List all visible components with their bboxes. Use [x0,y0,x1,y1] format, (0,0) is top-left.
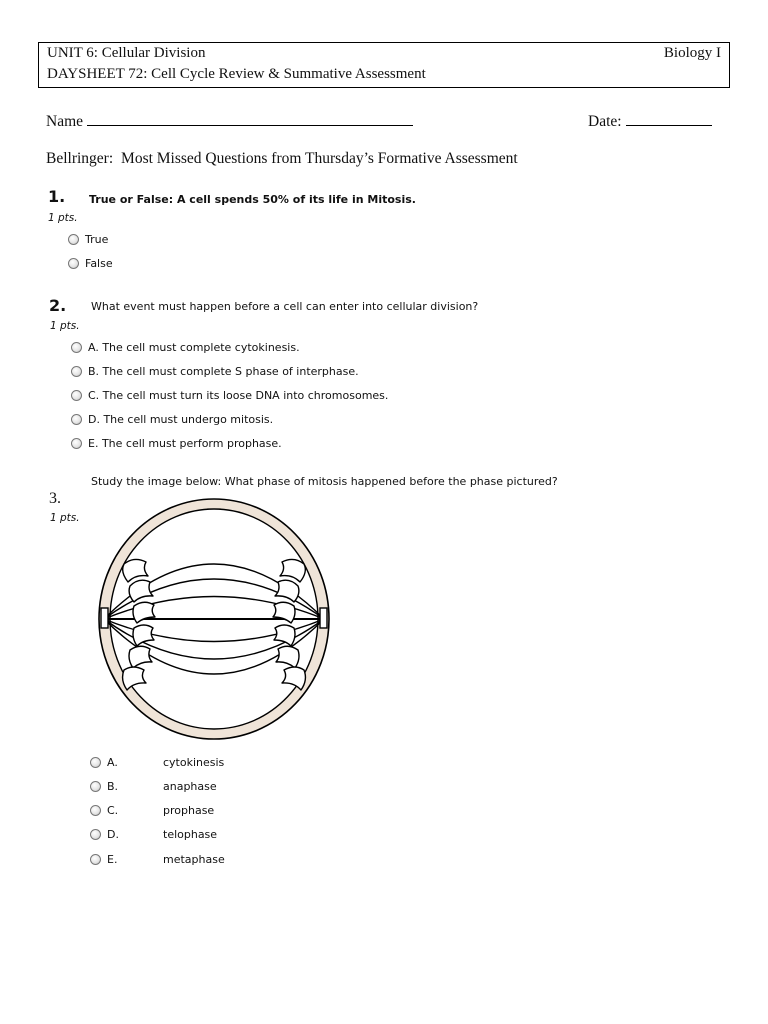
name-blank[interactable] [87,110,413,126]
q3-option-letter: B. [107,779,119,793]
q3-option-letter: E. [107,852,118,866]
question-1-text: True or False: A cell spends 50% of its life in Mitosis. [89,193,416,206]
q2-option-d[interactable] [71,411,273,427]
question-2-text: What event must happen before a cell can enter into cellular division? [91,300,479,313]
radio-button[interactable] [68,234,79,245]
bellringer-label: Bellringer: [46,150,114,167]
left-centrosome [101,608,108,628]
question-1-number: 1. [48,187,66,206]
unit-title: UNIT 6: Cellular Division [47,45,206,61]
q3-option-label: telophase [163,827,218,841]
anaphase-cell-diagram [94,494,340,744]
q3-option-letter: A. [107,755,118,769]
radio-button[interactable] [71,438,82,449]
radio-button[interactable] [71,366,82,377]
radio-button[interactable] [90,757,101,768]
q2-option-label: A. The cell must complete cytokinesis. [88,340,300,354]
q3-option-letter: D. [107,827,119,841]
q2-option-e[interactable] [71,435,282,451]
radio-button[interactable] [90,781,101,792]
q2-option-label: C. The cell must turn its loose DNA into chromosomes. [88,388,389,402]
q3-option-label: metaphase [163,852,225,866]
radio-button[interactable] [68,258,79,269]
q3-option-d[interactable] [90,826,217,842]
q3-option-label: cytokinesis [163,755,225,769]
bellringer-text: Most Missed Questions from Thursday’s Formative Assessment [121,150,518,167]
q2-option-b[interactable] [71,363,359,379]
name-label: Name [46,113,84,130]
radio-button[interactable] [71,414,82,425]
q1-option-label: False [85,256,113,270]
date-field[interactable] [588,110,712,131]
radio-button[interactable] [90,805,101,816]
question-2-number: 2. [49,296,67,315]
question-3-points: 1 pts. [50,512,80,524]
bellringer [46,150,518,168]
date-label: Date: [588,113,622,130]
q1-option-false[interactable] [68,255,113,271]
name-field[interactable] [46,110,413,131]
q3-option-letter: C. [107,803,119,817]
daysheet-title: DAYSHEET 72: Cell Cycle Review & Summative Assessment [47,66,426,82]
radio-button[interactable] [71,390,82,401]
q3-option-label: anaphase [163,779,217,793]
q2-option-label: D. The cell must undergo mitosis. [88,412,274,426]
radio-button[interactable] [90,854,101,865]
q3-option-c[interactable] [90,802,214,818]
right-centrosome [320,608,327,628]
q2-option-a[interactable] [71,339,300,355]
question-2-points: 1 pts. [50,320,80,332]
q1-option-true[interactable] [68,231,108,247]
q3-option-label: prophase [163,803,215,817]
question-3-text: Study the image below: What phase of mitosis happened before the phase pictured? [91,475,558,488]
q3-option-b[interactable] [90,778,217,794]
radio-button[interactable] [71,342,82,353]
q2-option-label: B. The cell must complete S phase of interphase. [88,364,359,378]
radio-button[interactable] [90,829,101,840]
header-box [38,42,730,88]
question-3-number: 3. [49,490,61,507]
q2-option-c[interactable] [71,387,388,403]
date-blank[interactable] [626,110,712,126]
question-1-points: 1 pts. [48,212,78,224]
subject-title: Biology I [663,45,721,61]
q1-option-label: True [85,232,109,246]
q3-option-a[interactable] [90,754,224,770]
q2-option-label: E. The cell must perform prophase. [88,436,282,450]
q3-option-e[interactable] [90,851,225,867]
